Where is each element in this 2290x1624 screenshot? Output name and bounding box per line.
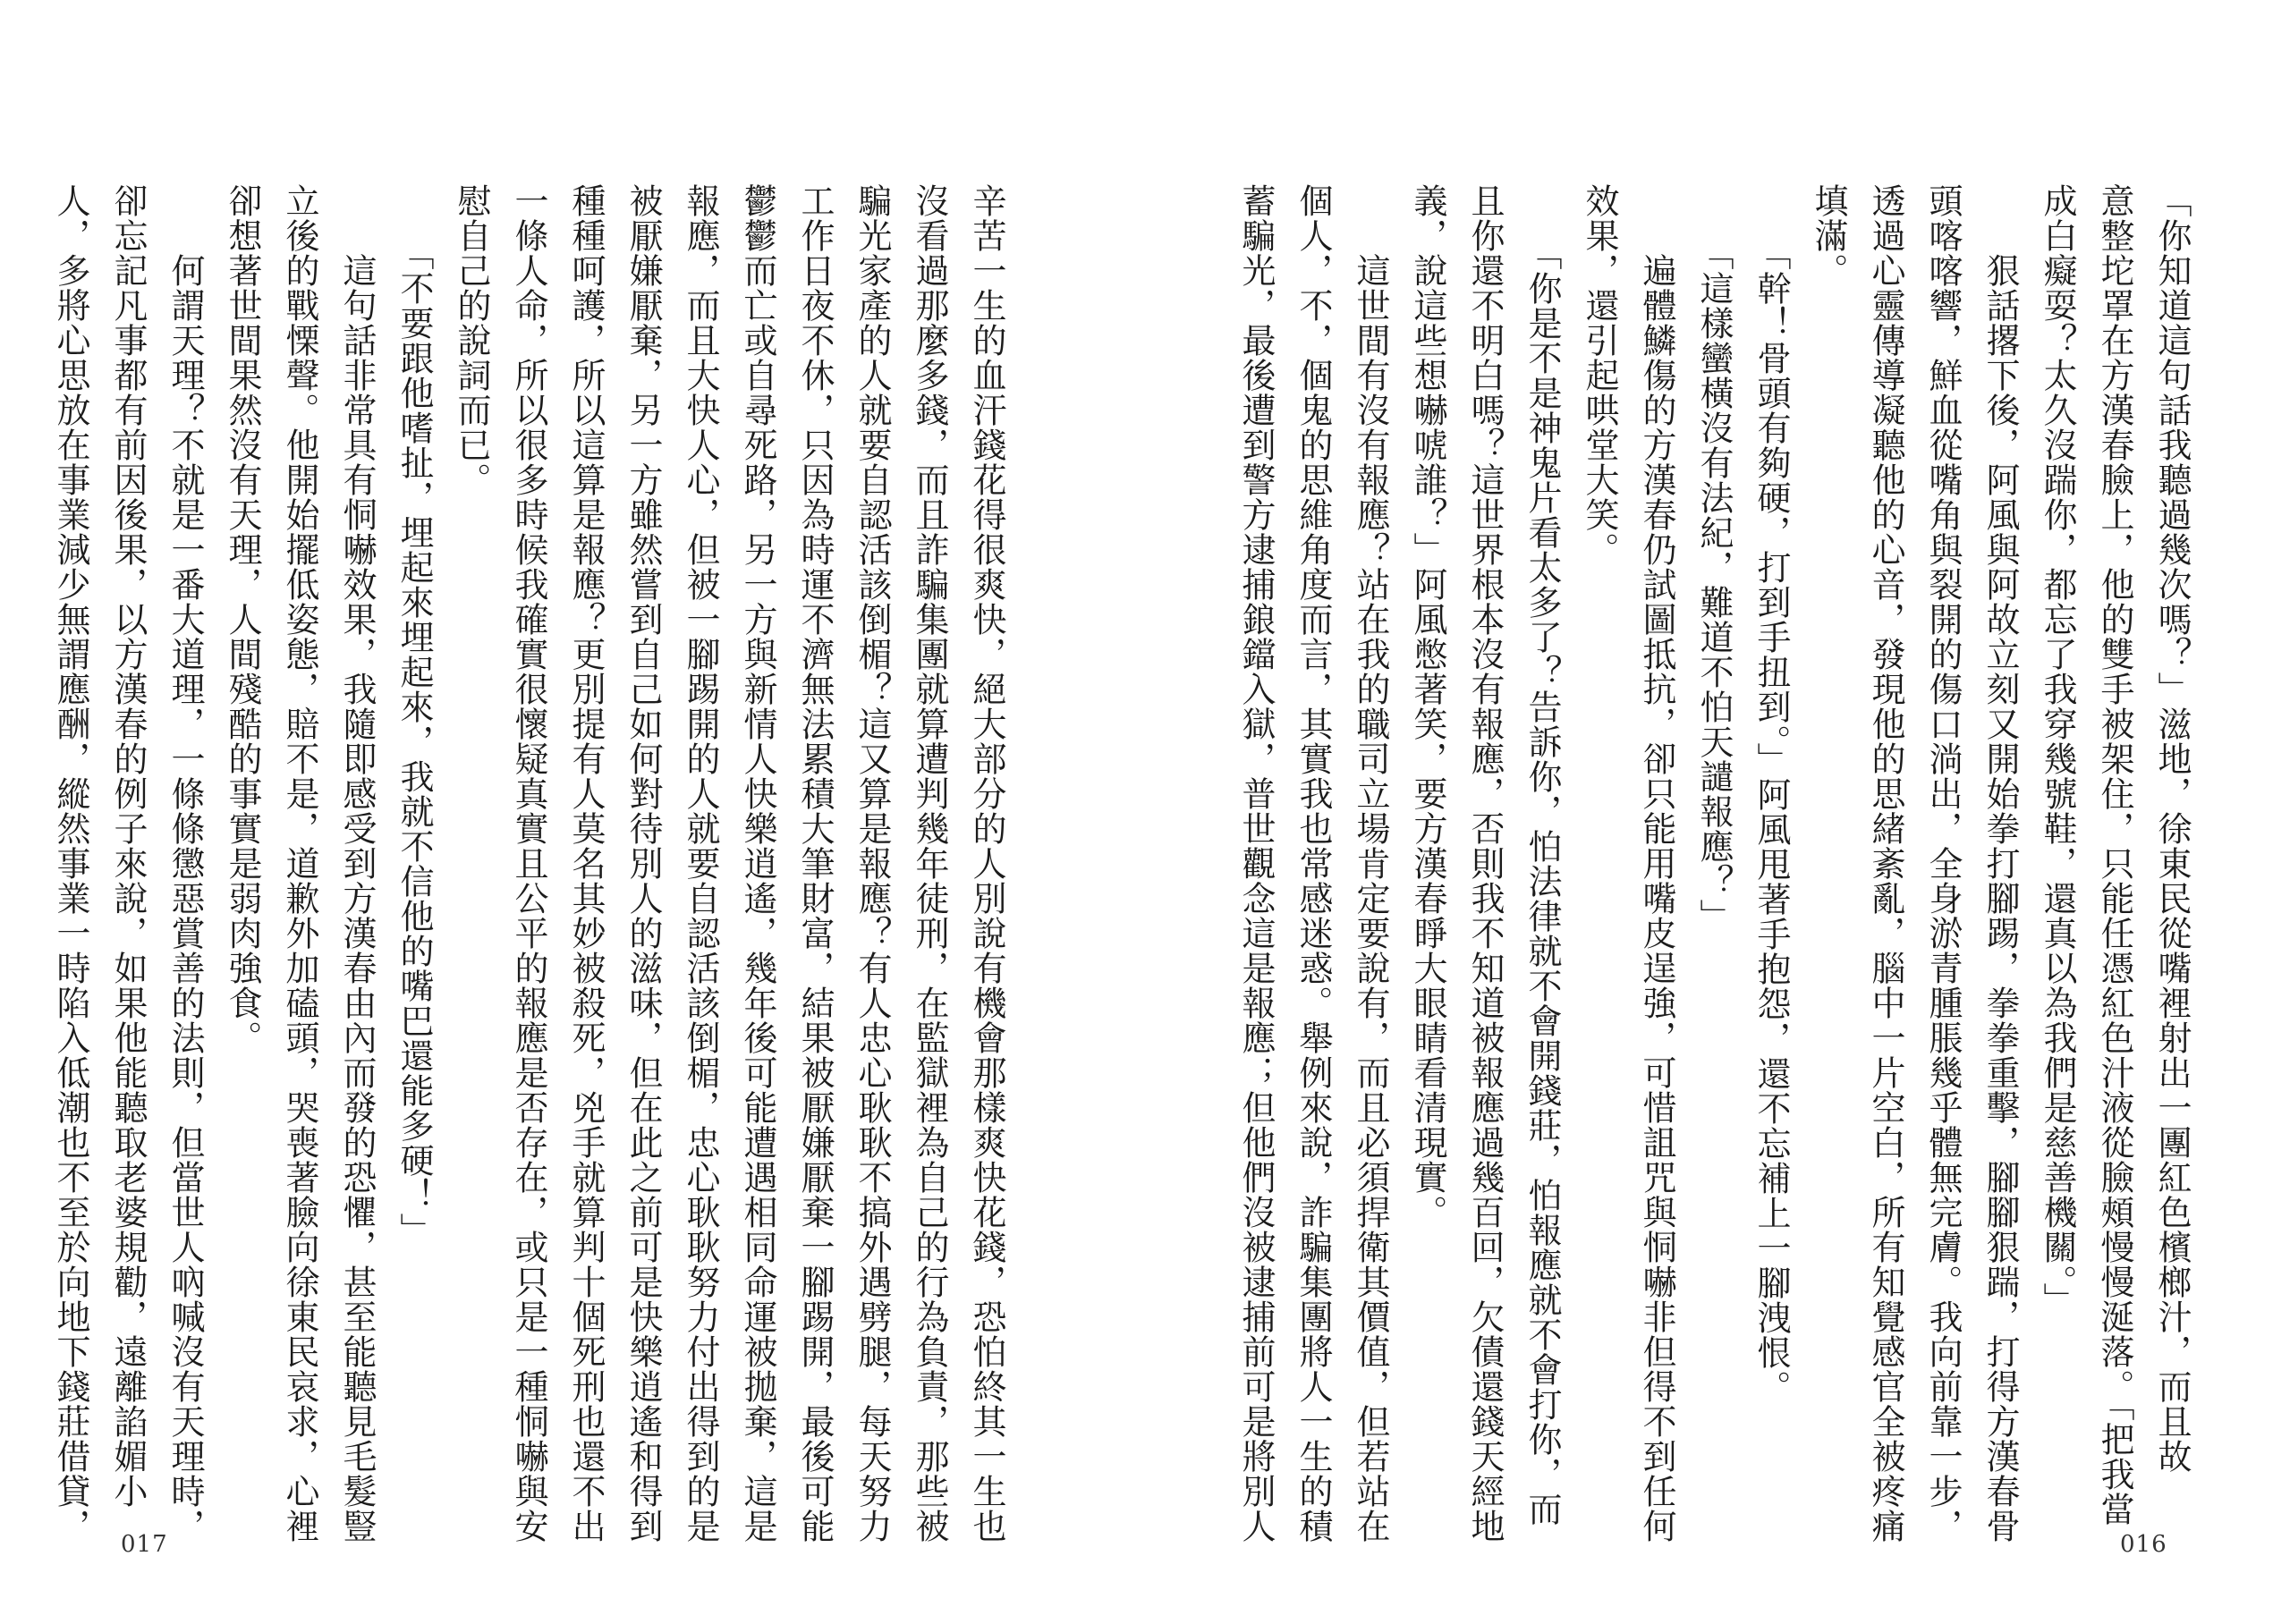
text-line: 被厭嫌厭棄，另一方雖然嘗到自己如何對待別人的滋味，但在此之前可是快樂逍遙和得到 (623, 183, 663, 1544)
text-line: 卻想著世間果然沒有天理，人間殘酷的事實是弱肉強食。 (223, 183, 262, 1055)
text-line: 意整坨罩在方漢春臉上，他的雙手被架住，只能任憑紅色汁液從臉頰慢慢涎落。「把我當 (2095, 183, 2134, 1527)
text-line: 何謂天理？不就是一番大道理，一條條懲惡賞善的法則，但當世人吶喊沒有天理時， (165, 183, 205, 1544)
text-line: 鬱鬱而亡或自尋死路，另一方與新情人快樂逍遙，幾年後可能遭遇相同命運被拋棄，這是 (738, 183, 777, 1544)
page-number: 016 (2120, 1531, 2167, 1558)
text-line: 種種呵護，所以這算是報應？更別提有人莫名其妙被殺死，兇手就算判十個死刑也還不出 (566, 183, 606, 1544)
text-line: 「不要跟他嗜扯，埋起來埋起來，我就不信他的嘴巴還能多硬！」 (394, 183, 434, 1248)
text-line: 卻忘記凡事都有前因後果，以方漢春的例子來說，如果他能聽取老婆規勸，遠離諂媚小 (108, 183, 148, 1509)
text-line: 填滿。 (1809, 183, 1848, 288)
text-line: 慰自己的說詞而已。 (452, 183, 491, 497)
text-line: 「你是不是神鬼片看太多了？告訴你，怕法律就不會開錢莊，怕報應就不會打你，而 (1522, 183, 1562, 1527)
text-line: 遍體鱗傷的方漢春仍試圖抵抗，卻只能用嘴皮逞強，可惜詛咒與恫嚇非但得不到任何 (1637, 183, 1676, 1544)
text-line: 「這樣蠻橫沒有法紀，難道不怕天譴報應？」 (1694, 183, 1734, 934)
text-line: 個人，不，個鬼的思維角度而言，其實我也常感迷惑。舉例來說，詐騙集團將人一生的積 (1293, 183, 1333, 1544)
text-line: 報應，而且大快人心，但被一腳踢開的人就要自認活該倒楣，忠心耿耿努力付出得到的是 (681, 183, 720, 1544)
text-line: 蓄騙光，最後遭到警方逮捕鋃鐺入獄，普世觀念這是報應；但他們沒被逮捕前可是將別人 (1236, 183, 1276, 1544)
text-line: 「你知道這句話我聽過幾次嗎？」滋地，徐東民從嘴裡射出一團紅色檳榔汁，而且故 (2152, 183, 2192, 1474)
right-page (1145, 0, 2290, 1624)
text-line: 沒看過那麼多錢，而且詐騙集團就算遭判幾年徒刑，在監獄裡為自己的行為負責，那些被 (910, 183, 949, 1544)
text-line: 狠話撂下後，阿風與阿故立刻又開始拳打腳踢，拳拳重擊，腳腳狠踹，打得方漢春骨 (1980, 183, 2020, 1544)
text-line: 頭喀喀響，鮮血從嘴角與裂開的傷口淌出，全身淤青腫脹幾乎體無完膚。我向前靠一步， (1923, 183, 1963, 1544)
text-line: 這世間有沒有報應？站在我的職司立場肯定要說有，而且必須捍衛其價值，但若站在 (1351, 183, 1390, 1544)
text-line: 且你還不明白嗎？這世界根本沒有報應，否則我不知道被報應過幾百回，欠債還錢天經地 (1465, 183, 1505, 1544)
text-line: 「幹！骨頭有夠硬，打到手扭到。」阿風甩著手抱怨，還不忘補上一腳洩恨。 (1751, 183, 1791, 1405)
text-line: 效果，還引起哄堂大笑。 (1580, 183, 1619, 567)
text-line: 成白癡耍？太久沒踹你，都忘了我穿幾號鞋，還真以為我們是慈善機關。」 (2038, 183, 2077, 1317)
text-line: 這句話非常具有恫嚇效果，我隨即感受到方漢春由內而發的恐懼，甚至能聽見毛髮豎 (337, 183, 377, 1544)
text-line: 透過心靈傳導凝聽他的心音，發現他的思緒紊亂，腦中一片空白，所有知覺感官全被疼痛 (1866, 183, 1905, 1544)
text-line: 騙光家產的人就要自認活該倒楣？這又算是報應？有人忠心耿耿不搞外遇劈腿，每天努力 (852, 183, 892, 1544)
text-line: 辛苦一生的血汗錢花得很爽快，絕大部分的人別說有機會那樣爽快花錢，恐怕終其一生也 (967, 183, 1006, 1544)
text-line: 人，多將心思放在事業減少無謂應酬，縱然事業一時陷入低潮也不至於向地下錢莊借貸， (51, 183, 90, 1544)
right-page-text (1226, 183, 2201, 1544)
text-line: 工作日夜不休，只因為時運不濟無法累積大筆財富，結果被厭嫌厭棄一腳踢開，最後可能 (795, 183, 835, 1544)
text-line: 義，說這些想嚇唬誰？」阿風憋著笑，要方漢春睜大眼睛看清現實。 (1408, 183, 1447, 1230)
text-line: 立後的戰慄聲。他開始擺低姿態，賠不是，道歉外加磕頭，哭喪著臉向徐東民哀求，心裡 (280, 183, 319, 1544)
left-page-text (51, 183, 1015, 1544)
page-number: 017 (121, 1531, 168, 1558)
text-line: 一條人命，所以很多時候我確實很懷疑真實且公平的報應是否存在，或只是一種恫嚇與安 (509, 183, 548, 1544)
